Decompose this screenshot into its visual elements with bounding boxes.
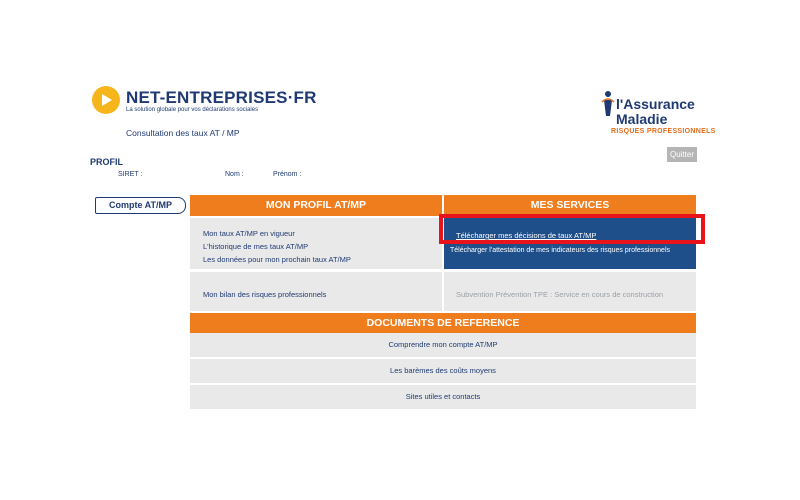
link-bilan-risques[interactable]: Mon bilan des risques professionnels [203, 290, 327, 299]
doc-row-sites[interactable] [190, 385, 696, 409]
prenom-label: Prénom : [273, 171, 302, 178]
partner-line1: l'Assurance [616, 96, 695, 112]
compte-atmp-button[interactable]: Compte AT/MP [95, 197, 186, 214]
partner-line2: Maladie [616, 111, 668, 127]
doc-link-baremes[interactable]: Les barèmes des coûts moyens [390, 366, 496, 375]
brand-title: NET-ENTREPRISES·FR [126, 88, 317, 107]
doc-row-baremes[interactable] [190, 359, 696, 383]
link-historique-taux[interactable]: L'historique de mes taux AT/MP [203, 242, 309, 251]
download-decisions-link[interactable]: Télécharger mes décisions de taux AT/MP [456, 231, 597, 240]
doc-link-comprendre[interactable]: Comprendre mon compte AT/MP [388, 340, 498, 349]
mes-services-header: MES SERVICES [444, 195, 696, 216]
doc-link-sites[interactable]: Sites utiles et contacts [405, 392, 481, 401]
quit-button[interactable]: Quitter [667, 147, 697, 162]
link-taux-en-vigueur[interactable]: Mon taux AT/MP en vigueur [203, 229, 295, 238]
highlight-box [439, 214, 705, 244]
download-attestation-link[interactable]: Télécharger l'attestation de mes indicateurs des risques professionnels [450, 247, 671, 254]
siret-label: SIRET : [118, 171, 143, 178]
doc-row-comprendre[interactable] [190, 333, 696, 357]
mon-profil-header: MON PROFIL AT/MP [190, 195, 442, 216]
profile-title: PROFIL [90, 157, 123, 167]
assurance-maladie-logo-icon [600, 88, 616, 118]
link-donnees-prochain-taux[interactable]: Les données pour mon prochain taux AT/MP [203, 255, 351, 264]
brand-subtitle: La solution globale pour vos déclarations sociales [126, 107, 259, 113]
documents-header: DOCUMENTS DE REFERENCE [190, 313, 696, 334]
play-icon [102, 94, 112, 106]
subvention-text: Subvention Prévention TPE : Service en cours de construction [456, 290, 664, 299]
nom-label: Nom : [225, 171, 244, 178]
partner-line3: RISQUES PROFESSIONNELS [611, 128, 716, 135]
page-subtitle: Consultation des taux AT / MP [126, 128, 240, 138]
